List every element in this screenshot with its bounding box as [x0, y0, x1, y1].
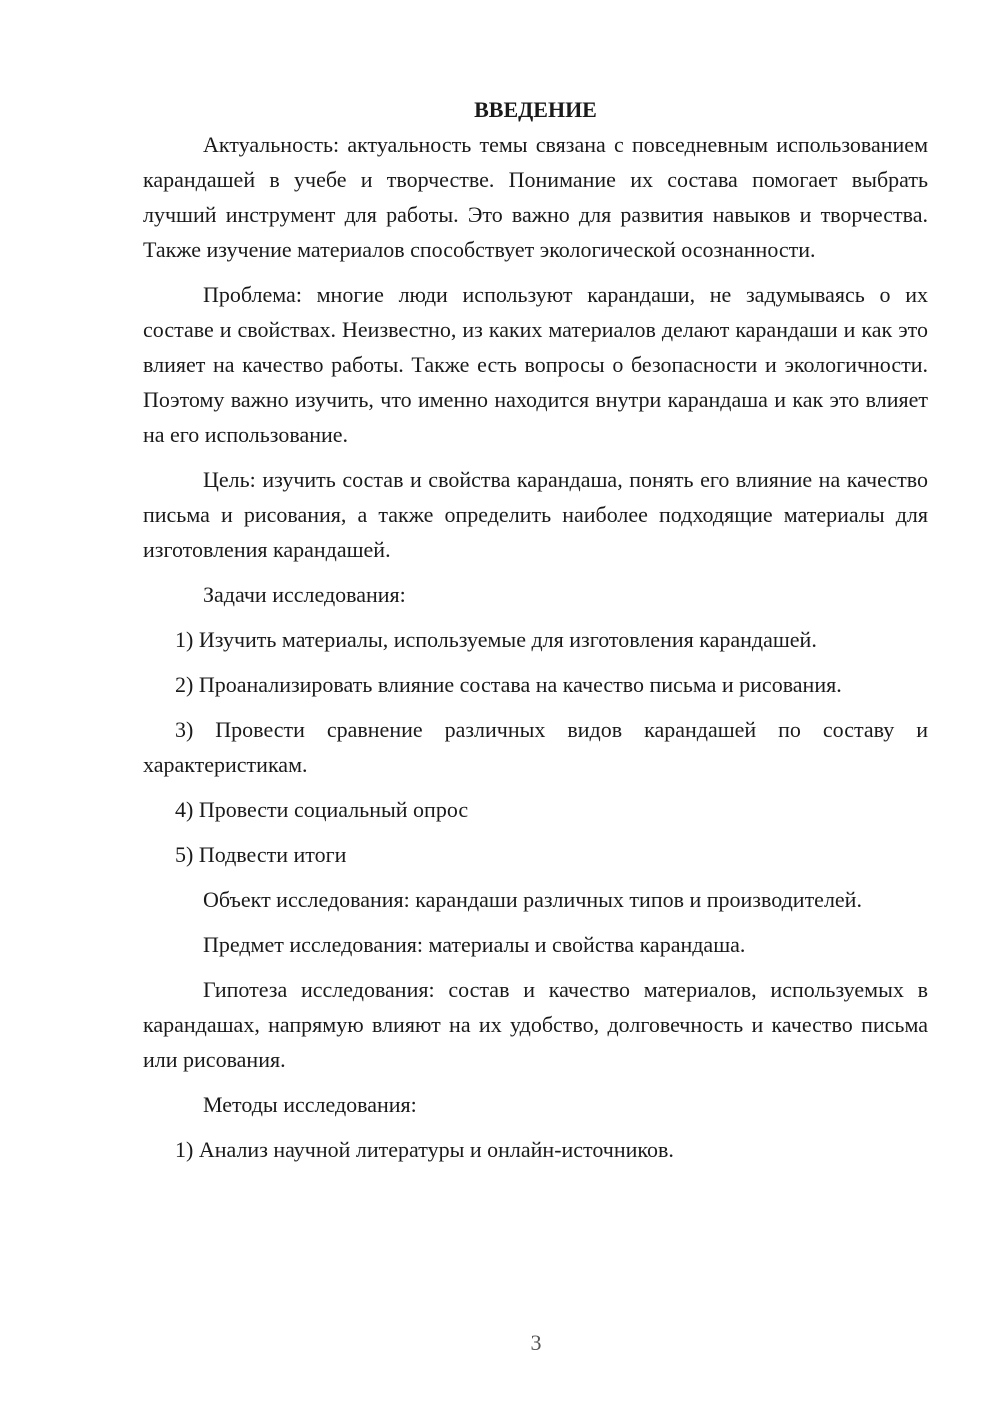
paragraph-object: Объект исследования: карандаши различных типов и производителей. [203, 887, 862, 912]
paragraph-relevance: Актуальность: актуальность темы связана с повседневным использованием карандашей в учебе и творчестве. Понимание их состава помогает выбрать лучший инструмент для работы. Это важно для развития навыков и творчества. Также изучение материалов способствует экологической осознанности. [143, 132, 928, 262]
task-item: 2) Проанализировать влияние состава на качество письма и рисования. [175, 672, 842, 697]
methods-heading: Методы исследования: [203, 1092, 417, 1117]
paragraph-goal: Цель: изучить состав и свойства карандаша, понять его влияние на качество письма и рисования, а также определить наиболее подходящие материалы для изготовления карандашей. [143, 467, 928, 562]
method-item: 1) Анализ научной литературы и онлайн-источников. [175, 1137, 674, 1162]
task-item: 4) Провести социальный опрос [175, 797, 469, 822]
task-item: 1) Изучить материалы, используемые для изготовления карандашей. [175, 627, 817, 652]
page-number: 3 [530, 1330, 542, 1355]
paragraph-hypothesis: Гипотеза исследования: состав и качество материалов, используемых в карандашах, напрямую влияют на их удобство, долговечность и качество письма или рисования. [143, 977, 928, 1072]
paragraph-problem: Проблема: многие люди используют карандаши, не задумываясь о их составе и свойствах. Неизвестно, из каких материалов делают карандаши и как это влияет на качество работы. Также есть вопросы о безопасности и экологичности. Поэтому важно изучить, что именно находится внутри карандаша и как это влияет на его использование. [143, 282, 928, 447]
tasks-heading: Задачи исследования: [203, 582, 406, 607]
section-title: ВВЕДЕНИЕ [474, 97, 597, 122]
task-item: 3) Провести сравнение различных видов карандашей по составу и характеристикам. [143, 717, 928, 777]
paragraph-subject: Предмет исследования: материалы и свойства карандаша. [203, 932, 746, 957]
document-page [143, 92, 928, 1177]
task-item: 5) Подвести итоги [175, 842, 347, 867]
